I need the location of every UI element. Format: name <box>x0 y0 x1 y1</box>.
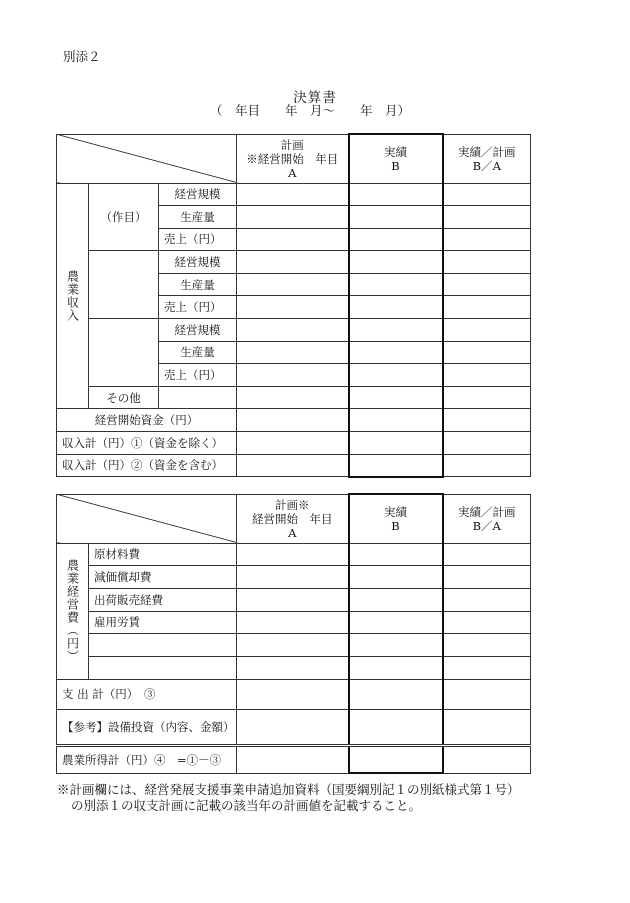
header-diagonal-cell <box>57 134 237 183</box>
plan-cell[interactable] <box>237 228 349 251</box>
ratio-cell[interactable] <box>443 745 531 773</box>
row-label: 売上（円） <box>159 296 237 319</box>
actual-cell[interactable] <box>349 364 443 387</box>
actual-cell[interactable] <box>349 251 443 274</box>
actual-column-header: 実績 B <box>349 494 443 543</box>
expense-item-label: 雇用労賃 <box>89 611 237 634</box>
document-title: 決算書 <box>293 90 337 106</box>
ratio-cell[interactable] <box>443 341 531 364</box>
expense-item-blank[interactable] <box>89 656 237 679</box>
ratio-cell[interactable] <box>443 634 531 657</box>
ratio-cell[interactable] <box>443 566 531 589</box>
actual-cell[interactable] <box>349 656 443 679</box>
income-table <box>56 133 531 478</box>
plan-cell[interactable] <box>237 341 349 364</box>
actual-cell[interactable] <box>349 319 443 342</box>
plan-cell[interactable] <box>237 319 349 342</box>
ratio-cell[interactable] <box>443 588 531 611</box>
plan-cell[interactable] <box>237 206 349 229</box>
ratio-cell[interactable] <box>443 543 531 566</box>
ratio-cell[interactable] <box>443 386 531 409</box>
row-label: 経営規模 <box>159 183 237 206</box>
actual-cell[interactable] <box>349 709 443 745</box>
row-label: 生産量 <box>159 206 237 229</box>
other-label: その他 <box>89 386 159 409</box>
ratio-cell[interactable] <box>443 183 531 206</box>
plan-cell[interactable] <box>237 251 349 274</box>
actual-cell[interactable] <box>349 296 443 319</box>
plan-cell[interactable] <box>237 611 349 634</box>
row-label: 売上（円） <box>159 364 237 387</box>
actual-cell[interactable] <box>349 341 443 364</box>
expense-section-label: 農業経営費（円） <box>57 543 89 679</box>
row-label: 生産量 <box>159 341 237 364</box>
plan-column-header: 計画※ 経営開始 年目 A <box>237 494 349 543</box>
ratio-cell[interactable] <box>443 296 531 319</box>
row-label: 経営規模 <box>159 251 237 274</box>
actual-cell[interactable] <box>349 745 443 773</box>
ratio-column-header: 実績／計画 B／A <box>443 134 531 183</box>
plan-cell[interactable] <box>237 543 349 566</box>
actual-cell[interactable] <box>349 432 443 455</box>
actual-cell[interactable] <box>349 588 443 611</box>
actual-cell[interactable] <box>349 386 443 409</box>
row-label: 売上（円） <box>159 228 237 251</box>
crop-name-cell[interactable] <box>89 251 159 319</box>
actual-cell[interactable] <box>349 566 443 589</box>
plan-cell[interactable] <box>237 364 349 387</box>
other-detail-cell[interactable] <box>159 386 237 409</box>
ratio-cell[interactable] <box>443 454 531 477</box>
actual-cell[interactable] <box>349 183 443 206</box>
plan-cell[interactable] <box>237 656 349 679</box>
capex-reference-label: 【参考】設備投資（内容、金額） <box>57 709 237 745</box>
plan-cell[interactable] <box>237 634 349 657</box>
actual-cell[interactable] <box>349 454 443 477</box>
income-total-1-label: 収入計（円）①（資金を除く） <box>57 432 237 455</box>
plan-cell[interactable] <box>237 745 349 773</box>
actual-cell[interactable] <box>349 409 443 432</box>
plan-cell[interactable] <box>237 454 349 477</box>
ratio-cell[interactable] <box>443 319 531 342</box>
actual-cell[interactable] <box>349 228 443 251</box>
plan-cell[interactable] <box>237 432 349 455</box>
plan-column-header: 計画 ※経営開始 年目 A <box>237 134 349 183</box>
expense-item-blank[interactable] <box>89 634 237 657</box>
attachment-label: 別添２ <box>63 49 101 64</box>
ratio-cell[interactable] <box>443 611 531 634</box>
plan-cell[interactable] <box>237 273 349 296</box>
ratio-cell[interactable] <box>443 679 531 709</box>
crop-name-cell[interactable] <box>89 319 159 387</box>
expense-total-label: 支 出 計（円） ③ <box>57 679 237 709</box>
actual-column-header: 実績 B <box>349 134 443 183</box>
row-label: 経営規模 <box>159 319 237 342</box>
header-diagonal-cell <box>57 494 237 543</box>
plan-cell[interactable] <box>237 183 349 206</box>
period-line: （ 年目 年 月～ 年 月） <box>210 103 411 118</box>
expense-item-label: 出荷販売経費 <box>89 588 237 611</box>
ratio-cell[interactable] <box>443 656 531 679</box>
actual-cell[interactable] <box>349 206 443 229</box>
plan-cell[interactable] <box>237 679 349 709</box>
actual-cell[interactable] <box>349 611 443 634</box>
ratio-cell[interactable] <box>443 409 531 432</box>
ratio-cell[interactable] <box>443 364 531 387</box>
actual-cell[interactable] <box>349 273 443 296</box>
income-section-label: 農業収入 <box>57 183 89 409</box>
plan-cell[interactable] <box>237 409 349 432</box>
row-label: 生産量 <box>159 273 237 296</box>
expense-item-label: 減価償却費 <box>89 566 237 589</box>
income-total-2-label: 収入計（円）②（資金を含む） <box>57 454 237 477</box>
startup-funds-label: 経営開始資金（円） <box>57 409 237 432</box>
crop-label: （作目） <box>89 183 159 251</box>
actual-cell[interactable] <box>349 634 443 657</box>
plan-cell[interactable] <box>237 709 349 745</box>
ratio-cell[interactable] <box>443 206 531 229</box>
actual-cell[interactable] <box>349 679 443 709</box>
plan-cell[interactable] <box>237 296 349 319</box>
expense-table <box>56 493 531 774</box>
ratio-cell[interactable] <box>443 709 531 745</box>
ratio-cell[interactable] <box>443 251 531 274</box>
ratio-column-header: 実績／計画 B／A <box>443 494 531 543</box>
ratio-cell[interactable] <box>443 273 531 296</box>
expense-item-label: 原材料費 <box>89 543 237 566</box>
footnote-line-2: の別添１の収支計画に記載の該当年の計画値を記載すること。 <box>71 798 422 813</box>
plan-cell[interactable] <box>237 386 349 409</box>
actual-cell[interactable] <box>349 543 443 566</box>
plan-cell[interactable] <box>237 566 349 589</box>
ratio-cell[interactable] <box>443 432 531 455</box>
footnote-line-1: ※計画欄には、経営発展支援事業申請追加資料（国要綱別記１の別紙様式第１号） <box>57 782 520 797</box>
plan-cell[interactable] <box>237 588 349 611</box>
ratio-cell[interactable] <box>443 228 531 251</box>
net-income-label: 農業所得計（円）④ =①－③ <box>57 745 237 773</box>
